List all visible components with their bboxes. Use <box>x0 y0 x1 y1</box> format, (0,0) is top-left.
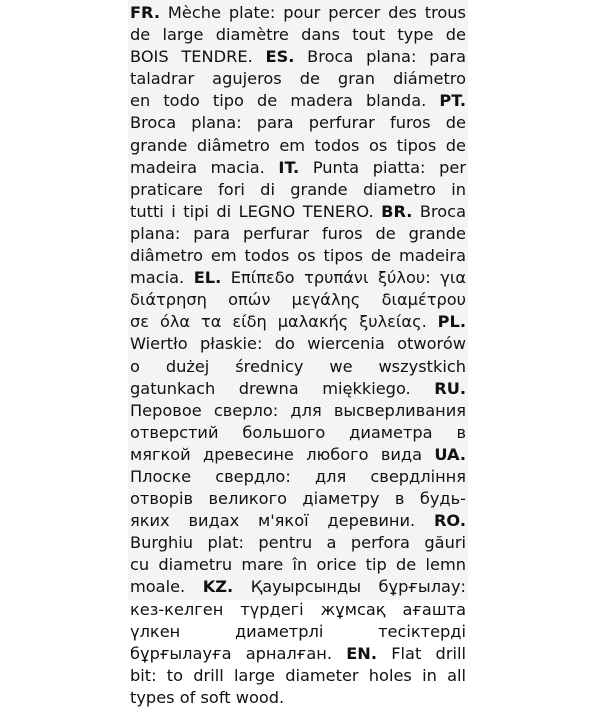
label-line <box>130 135 466 157</box>
label-text-segment: madeira macia. <box>130 157 279 177</box>
label-line <box>130 576 466 598</box>
label-text-segment: яких видах м'якої деревини. <box>130 511 434 531</box>
label-text-segment: en todo tipo de madera blanda. <box>130 91 440 111</box>
label-line <box>130 554 466 576</box>
language-code: FR. <box>130 3 160 22</box>
label-line <box>130 356 466 378</box>
label-text-segment: praticare fori di grande diametro in <box>130 179 466 199</box>
label-text-segment: Επίπεδο τρυπάνι ξύλου: για <box>221 268 466 288</box>
label-text-segment: types of soft wood. <box>130 687 285 707</box>
label-text-segment: отверстий большого диаметра в <box>130 422 466 442</box>
label-text-segment: Mèche plate: pour percer des trous <box>159 3 466 22</box>
label-text-segment: үлкен диаметрлі тесіктерді <box>130 621 466 641</box>
label-text-segment: отворів великого діаметру в будь- <box>130 489 466 509</box>
label-line <box>130 333 466 355</box>
label-line <box>130 422 466 444</box>
label-line <box>130 311 466 333</box>
language-code: EN. <box>346 643 377 663</box>
label-text-segment: gatunkach drewna miękkiego. <box>130 378 435 398</box>
label-line <box>130 201 466 223</box>
label-text-segment: бұрғылауға арналған. <box>130 643 347 663</box>
label-text-segment: Қауырсынды бұрғылау: <box>233 577 466 597</box>
label-text-segment: Wiertło płaskie: do wiercenia otworów <box>130 334 466 354</box>
language-code: UA. <box>434 444 466 464</box>
label-text-segment: tutti i tipi di LEGNO TENERO. <box>130 201 382 221</box>
label-line <box>130 24 466 46</box>
language-code: ES. <box>265 47 295 67</box>
label-text-segment: διάτρηση οπών μεγάλης διαμέτρου <box>130 290 466 310</box>
label-text-segment: o dużej średnicy we wszystkich <box>130 356 466 376</box>
label-text-segment: Burghiu plat: pentru a perfora găuri <box>130 533 466 553</box>
language-code: RO. <box>433 511 466 531</box>
label-line <box>130 687 466 709</box>
language-code: BR. <box>381 201 413 221</box>
language-code: EL. <box>193 268 222 288</box>
label-text-segment: diâmetro em todos os tipos de madeira <box>130 246 466 266</box>
label-line <box>130 112 466 134</box>
label-text-segment: Плоске свердло: для свердління <box>130 466 466 486</box>
label-text-segment: мягкой древесине любого вида <box>130 444 435 464</box>
label-line <box>130 599 466 621</box>
label-text-segment: Перовое сверло: для высверливания <box>130 400 466 420</box>
language-code: RU. <box>434 378 466 398</box>
label-text-segment: Broca plana: para <box>294 47 466 67</box>
label-line <box>130 378 466 400</box>
label-line <box>130 532 466 554</box>
label-text-segment: σε όλα τα είδη μαλακής ξυλείας. <box>130 312 438 332</box>
label-line <box>130 621 466 643</box>
label-text-block <box>130 2 466 709</box>
label-text-segment: Punta piatta: per <box>299 157 466 177</box>
label-text-segment: grande diâmetro em todos os tipos de <box>130 135 466 155</box>
label-line <box>130 400 466 422</box>
label-line <box>130 643 466 665</box>
label-line <box>130 223 466 245</box>
label-text-segment: bit: to drill large diameter holes in all <box>130 665 466 685</box>
label-text-segment: кез-келген түрдегі жұмсақ ағашта <box>130 599 466 619</box>
label-line <box>130 510 466 532</box>
label-text-segment: Flat drill <box>377 643 466 663</box>
language-code: PL. <box>437 312 466 332</box>
language-code: PT. <box>439 91 466 111</box>
label-line <box>130 488 466 510</box>
language-code: IT. <box>278 157 300 177</box>
label-line <box>130 267 466 289</box>
label-text-segment: taladrar agujeros de gran diámetro <box>130 69 466 89</box>
label-line <box>130 179 466 201</box>
label-line <box>130 289 466 311</box>
label-line <box>130 245 466 267</box>
label-text-segment: moale. <box>130 577 203 597</box>
label-text-segment: Broca <box>412 201 466 221</box>
label-text-segment: BOIS TENDRE. <box>130 47 266 67</box>
label-line <box>130 46 466 68</box>
label-line <box>130 665 466 687</box>
label-line <box>130 2 466 24</box>
label-text-segment: de large diamètre dans tout type de <box>130 25 466 45</box>
label-line <box>130 90 466 112</box>
label-line <box>130 157 466 179</box>
label-text-segment: plana: para perfurar furos de grande <box>130 223 466 243</box>
label-text-segment: macia. <box>130 268 194 288</box>
language-code: KZ. <box>202 577 234 597</box>
label-line <box>130 444 466 466</box>
label-line <box>130 466 466 488</box>
label-text-segment: cu diametru mare în orice tip de lemn <box>130 555 466 575</box>
label-line <box>130 68 466 90</box>
label-text-segment: Broca plana: para perfurar furos de <box>130 113 466 133</box>
